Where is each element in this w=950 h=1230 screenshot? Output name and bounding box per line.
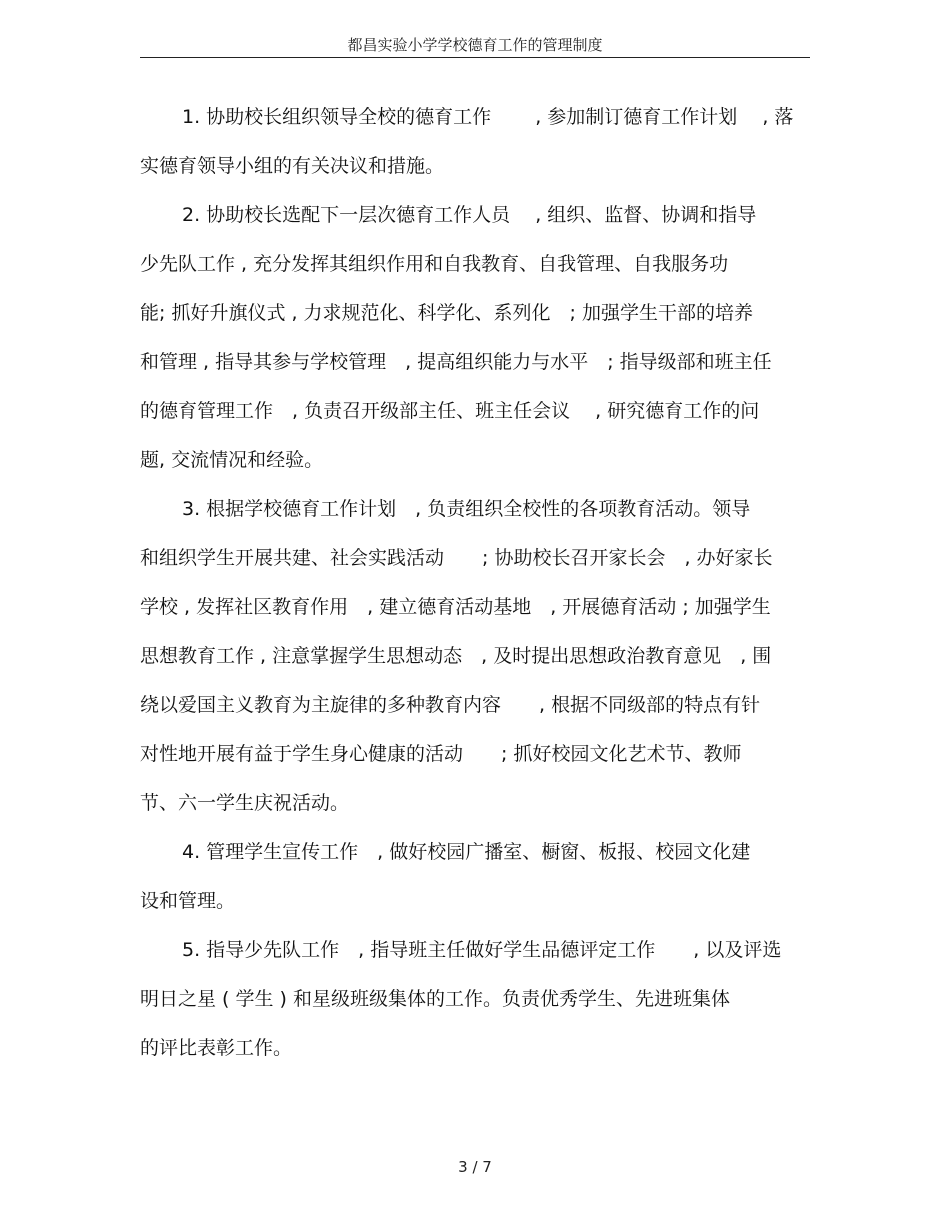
paragraph-2-line-4: 和管理 , 指导其参与学校管理 , 提高组织能力与水平 ; 指导级部和班主任 [140, 351, 772, 373]
paragraph-3-line-6: 对性地开展有益于学生身心健康的活动 ; 抓好校园文化艺术节、教师 [140, 743, 742, 765]
paragraph-2-line-2: 少先队工作 , 充分发挥其组织作用和自我教育、自我管理、自我服务功 [140, 253, 729, 275]
paragraph-4-line-1: 4. 管理学生宣传工作 , 做好校园广播室、橱窗、板报、校园文化建 [182, 841, 751, 863]
paragraph-3-line-2: 和组织学生开展共建、社会实践活动 ; 协助校长召开家长会 , 办好家长 [140, 547, 773, 569]
paragraph-3-line-5: 绕以爱国主义教育为主旋律的多种教育内容 , 根据不同级部的特点有针 [140, 694, 761, 716]
paragraph-2-line-6: 题, 交流情况和经验。 [140, 449, 324, 471]
paragraph-1-line-2: 实德育领导小组的有关决议和措施。 [140, 155, 445, 177]
paragraph-3-line-1: 3. 根据学校德育工作计划 , 负责组织全校性的各项教育活动。领导 [182, 498, 751, 520]
header-divider [140, 57, 810, 58]
paragraph-3-line-7: 节、六一学生庆祝活动。 [140, 792, 350, 814]
paragraph-5-line-3: 的评比表彰工作。 [140, 1037, 293, 1059]
paragraph-5-line-1: 5. 指导少先队工作 , 指导班主任做好学生品德评定工作 , 以及评选 [182, 939, 782, 961]
paragraph-4-line-2: 设和管理。 [140, 890, 236, 912]
page-number: 3 / 7 [458, 1158, 492, 1176]
paragraph-2-line-5: 的德育管理工作 , 负责召开级部主任、班主任会议 , 研究德育工作的问 [140, 400, 760, 422]
paragraph-3-line-4: 思想教育工作 , 注意掌握学生思想动态 , 及时提出思想政治教育意见 , 围 [140, 645, 772, 667]
page-header-title: 都昌实验小学学校德育工作的管理制度 [347, 36, 603, 54]
paragraph-2-line-3: 能; 抓好升旗仪式 , 力求规范化、科学化、系列化 ; 加强学生干部的培养 [140, 302, 754, 324]
paragraph-1-line-1: 1. 协助校长组织领导全校的德育工作 , 参加制订德育工作计划 , 落 [182, 106, 794, 128]
paragraph-2-line-1: 2. 协助校长选配下一层次德育工作人员 , 组织、监督、协调和指导 [182, 204, 757, 226]
paragraph-3-line-3: 学校 , 发挥社区教育作用 , 建立德育活动基地 , 开展德育活动 ; 加强学生 [140, 596, 771, 618]
paragraph-5-line-2: 明日之星 ( 学生 ) 和星级班级集体的工作。负责优秀学生、先进班集体 [140, 988, 730, 1010]
